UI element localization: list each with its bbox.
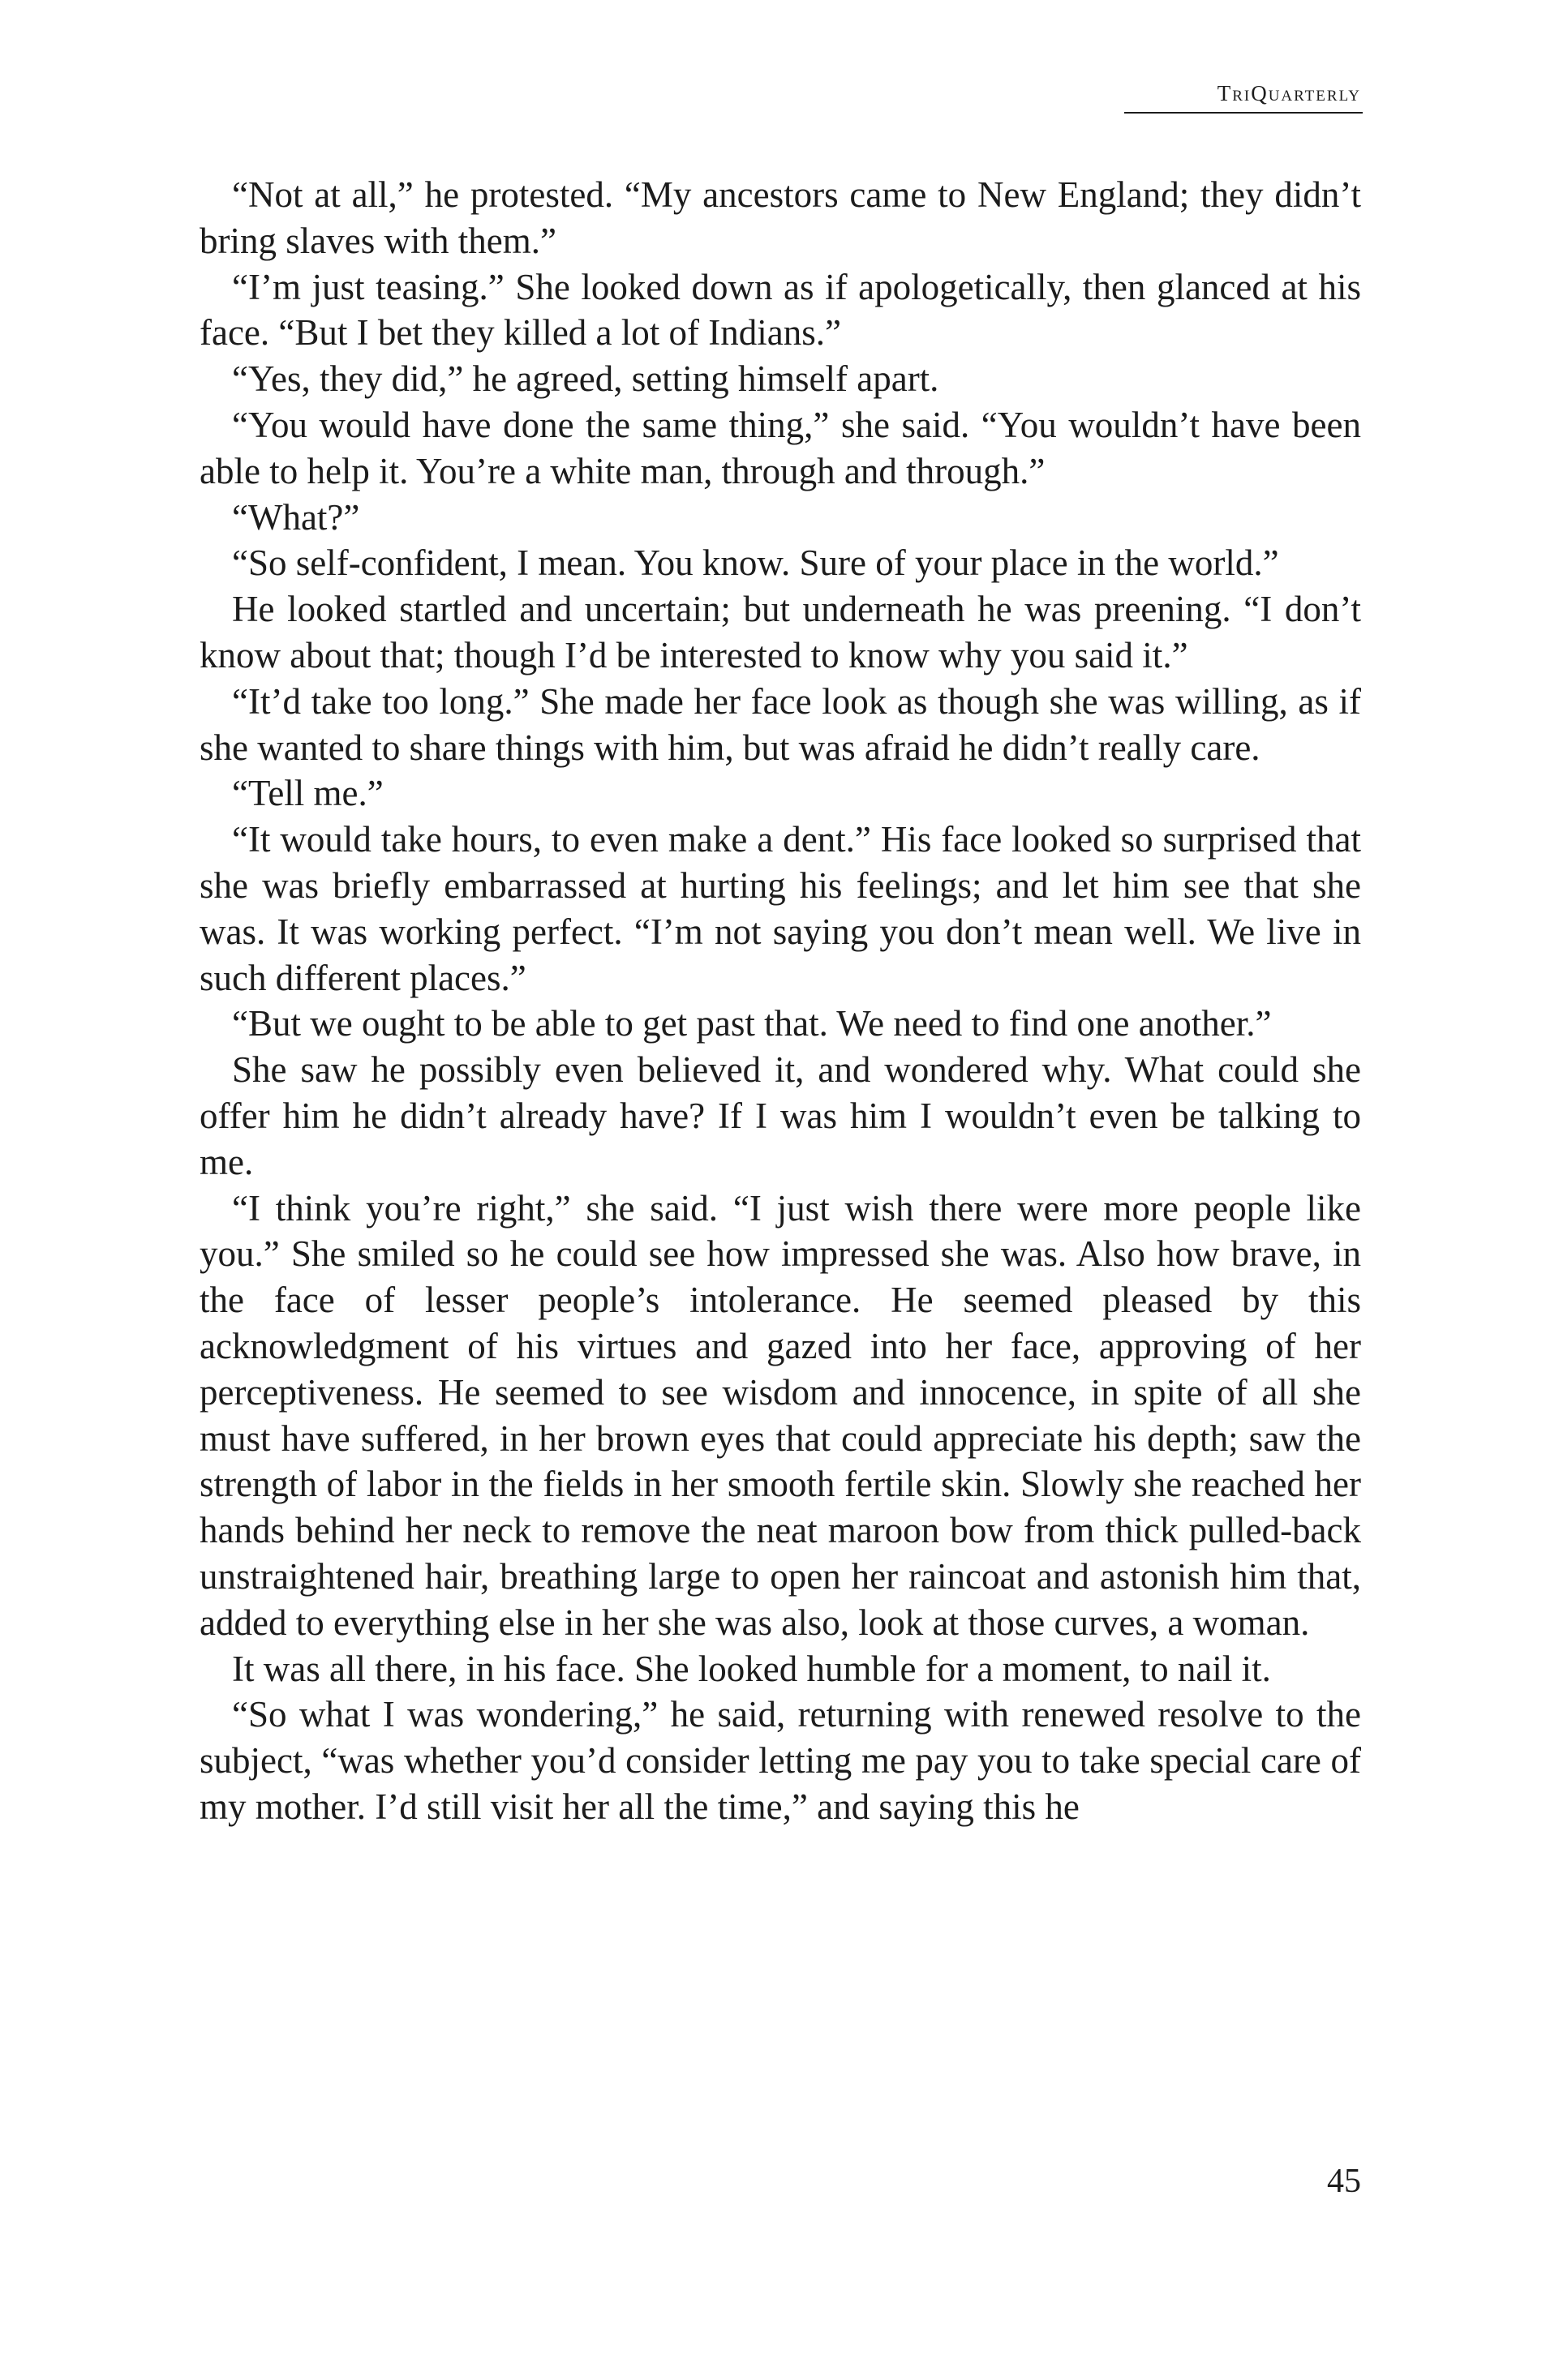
page-number: 45 bbox=[1327, 2163, 1361, 2200]
paragraph: “It would take hours, to even make a dent.” His face looked so surprised that she was briefly embarrassed at hurting his feelings; and let him see that she was. It was working perfect. “I’m not saying you don’t mean well. We live in such different places.” bbox=[200, 819, 1361, 998]
paragraph: He looked startled and uncertain; but underneath he was preening. “I don’t know about that; though I’d be interested to know why you said it.” bbox=[200, 589, 1361, 675]
paragraph: “It’d take too long.” She made her face look as though she was willing, as if she wanted to share things with him, but was afraid he didn’t really care. bbox=[200, 680, 1361, 768]
paragraph: “Yes, they did,” he agreed, setting himself apart. bbox=[232, 358, 939, 400]
paragraph: She saw he possibly even believed it, and wondered why. What could she offer him he didn’t already have? If I was him I wouldn’t even be talking to me. bbox=[200, 1049, 1361, 1182]
paragraph: It was all there, in his face. She looked humble for a moment, to nail it. bbox=[232, 1648, 1271, 1689]
paragraph: “So self-confident, I mean. You know. Sure of your place in the world.” bbox=[232, 542, 1279, 584]
paragraph: “You would have done the same thing,” she said. “You wouldn’t have been able to help it. You’re a white man, through and through.” bbox=[200, 404, 1361, 491]
paragraph: “Not at all,” he protested. “My ancestors came to New England; they didn’t bring slaves with them.” bbox=[200, 174, 1361, 261]
paragraph: “Tell me.” bbox=[232, 773, 384, 814]
paragraph: “What?” bbox=[232, 496, 360, 538]
body-text bbox=[200, 172, 1361, 1830]
paragraph: “But we ought to be able to get past that. We need to find one another.” bbox=[232, 1003, 1272, 1044]
paragraph: “So what I was wondering,” he said, returning with renewed resolve to the subject, “was whether you’d consider letting me pay you to take special care of my mother. I’d still visit her all the time,” and saying this he bbox=[200, 1694, 1361, 1827]
paragraph: “I think you’re right,” she said. “I just wish there were more people like you.” She smiled so he could see how impressed she was. Also how brave, in the face of lesser people’s intolerance. He seemed pleased by this acknowledgment of his virtues and gazed into her face, approving of her perceptiveness. He seemed to see wisdom and innocence, in spite of all she must have suffered, in her brown eyes that could appreciate his depth; saw the strength of labor in the fields in her smooth fertile skin. Slowly she reached her hands behind her neck to remove the neat maroon bow from thick pulled-back unstraightened hair, breathing large to open her raincoat and astonish him that, added to everything else in her she was also, look at those curves, a woman. bbox=[200, 1187, 1361, 1643]
paragraph: “I’m just teasing.” She looked down as if apologetically, then glanced at his face. “But I bet they killed a lot of Indians.” bbox=[200, 266, 1361, 354]
header-rule bbox=[1124, 112, 1363, 114]
running-head: TriQuarterly bbox=[1217, 81, 1361, 105]
